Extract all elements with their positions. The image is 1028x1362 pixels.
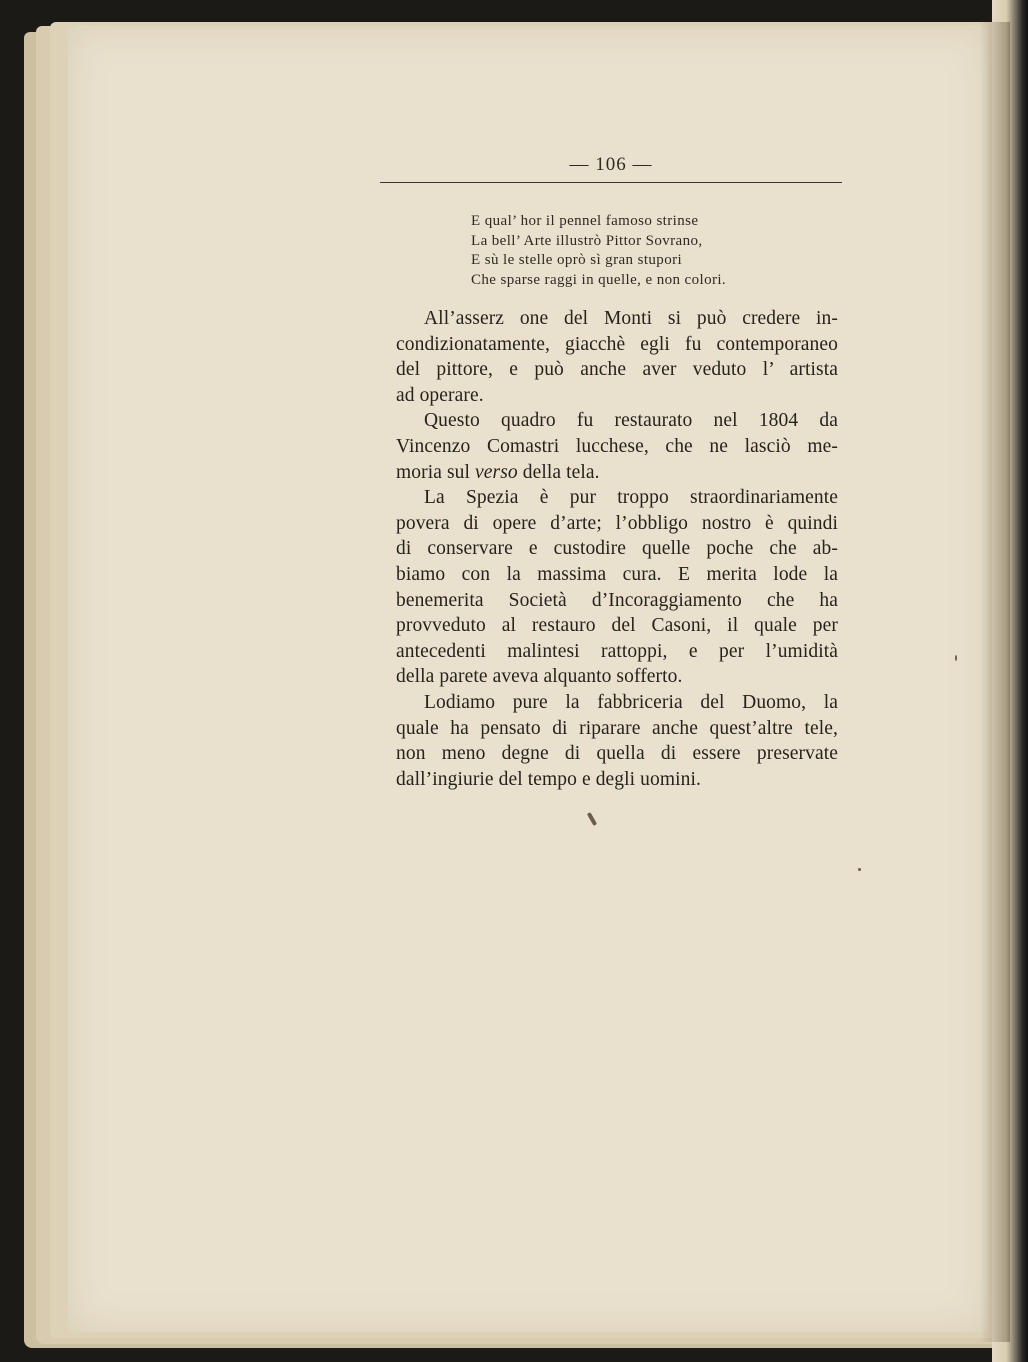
text-line: All’asserz one del Monti si può credere in-: [424, 308, 838, 329]
text-line: Questo quadro fu restaurato nel 1804 da: [424, 410, 838, 432]
verse-line: La bell’ Arte illustrò Pittor Sovrano,: [471, 232, 703, 249]
text-line: Vincenzo Comastri lucchese, che ne lasciò me-: [396, 435, 838, 457]
text-line: della parete aveva alquanto sofferto.: [396, 666, 683, 688]
text-line: benemerita Società d’Incoraggiamento che ha: [396, 589, 838, 611]
header-rule: [380, 182, 842, 183]
verse-line: E sù le stelle oprò sì gran stupori: [471, 252, 683, 268]
italic-word: verso: [475, 461, 518, 483]
body-text: [396, 306, 838, 792]
text-line: non meno degne di quella di essere preservate: [396, 743, 838, 765]
text-line: provveduto al restauro del Casoni, il quale per: [396, 615, 838, 637]
text-line: La Spezia è pur troppo straordinariamente: [424, 487, 838, 509]
text-line: di conservare e custodire quelle poche che ab-: [396, 538, 838, 560]
text-line: ad operare.: [396, 384, 484, 406]
page-number: — 106 —: [569, 154, 653, 175]
text-line: Lodiamo pure la fabbriceria del Duomo, la: [424, 691, 838, 713]
text-line: povera di opere d’arte; l’obbligo nostro è quindi: [396, 512, 838, 534]
text-line-with-italic: [396, 460, 838, 486]
text-line: del pittore, e può anche aver veduto l’ artista: [396, 359, 838, 381]
verse-line: E qual’ hor il pennel famoso strinse: [471, 213, 699, 229]
verse-quotation: [471, 212, 841, 290]
gutter-shadow: [980, 22, 1010, 1342]
text-fragment: moria sul: [396, 461, 471, 483]
text-fragment: della tela.: [522, 461, 600, 483]
text-line: dall’ingiurie del tempo e degli uomini.: [396, 768, 701, 790]
paper-speck: [858, 868, 861, 871]
page-header: [380, 154, 842, 176]
paper-speck: [955, 655, 957, 661]
text-line: quale ha pensato di riparare anche quest’altre tele,: [396, 717, 838, 739]
text-line: biamo con la massima cura. E merita lode la: [396, 563, 838, 585]
verse-line: Che sparse raggi in quelle, e non colori.: [471, 271, 727, 288]
text-line: condizionatamente, giacchè egli fu contemporaneo: [396, 333, 838, 355]
text-line: antecedenti malintesi rattoppi, e per l’umidità: [396, 640, 838, 662]
